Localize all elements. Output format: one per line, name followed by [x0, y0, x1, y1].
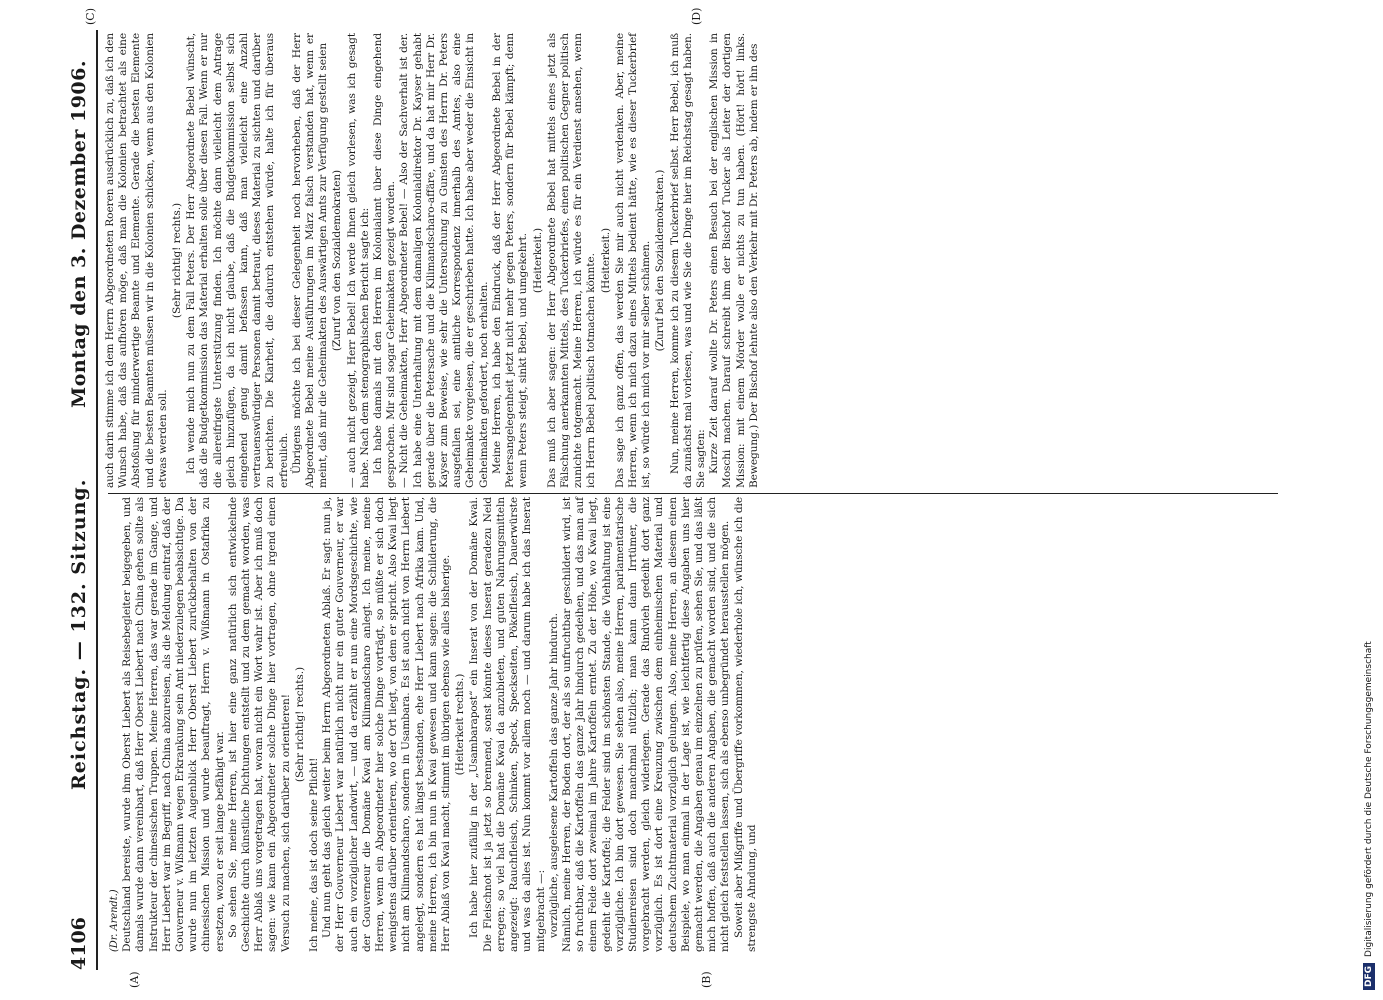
- paragraph: Übrigens möchte ich bei dieser Gelegenheit noch hervorheben, daß der Herr Abgeordnete Bebel meine Ausführungen im März falsch verstanden hat, wenn er meint, daß mir die Geheimakten des Auswärtigen Amts zur Verfügung gestellt seien: [290, 33, 330, 488]
- column-divider: [108, 493, 1278, 494]
- quote: vorzügliche, ausgelesene Kartoffeln das ganze Jahr hindurch.: [547, 613, 560, 938]
- digitization-credit: [1363, 10, 1375, 990]
- interjection: (Heiterkeit.): [531, 227, 544, 294]
- paragraph: Ich wende mich nun zu dem Fall Peters. Der Herr Abgeordnete Bebel wünscht, daß die Budgetkommission das Material erhalten solle über diesen Fall. Wenn er nur die allereifrigste Unterstützung finden. Ich möchte dann vielleicht dem Antrage gleich hinzufügen, da ich nicht glaube, daß die Budgetkommission selbst sich eingehend genug damit befassen kann, daß man vielleicht eine Anzahl vertrauenswürdiger Personen damit betraut, dieses Material zu sichten und darüber zu berichten. Die Klarheit, die dadurch entstehen würde, halte ich für überaus erfreulich.: [185, 33, 290, 488]
- right-column: [104, 33, 761, 488]
- interjection: (Heiterkeit.): [599, 227, 612, 294]
- left-column: [108, 497, 759, 952]
- speaker-label: (Dr. Arendt.): [109, 889, 120, 952]
- header-title: Reichstag. — 132. Sitzung.: [68, 478, 90, 790]
- paragraph: Ich habe hier zufällig in der „Usambarapost“ ein Inserat von der Domäne Kwai. Die Fleischnot ist ja jetzt so brennend, sonst könnte dieses Inserat geradezu Neid erregen; so viel hat die Domäne Kwai da anzubieten, und guten Nahrungsmitteln angezeigt: Rauchfleisch, Schinken, Speck, Speckseiten, Pökelfleisch, Dauerwürste und was da alles ist. Nun kommt vor allem noch — und darum habe ich das Inserat mitgebracht —:: [468, 497, 547, 952]
- credit-text: Digitalisierung gefördert durch die Deutsche Forschungsgemeinschaft: [1364, 641, 1374, 957]
- interjection: (Zuruf von den Sozialdemokraten): [331, 169, 344, 352]
- paragraph: Das muß ich aber sagen: der Herr Abgeordnete Bebel hat mittels eines jetzt als Fälschung anerkannten Mittels, des Tuckerbriefes, einen politischen Gegner politisch zunichte totgemacht. Meine Herren, ich würde es für ein Verdienst ansehen, wenn ich Herrn Bebel politisch totmachen könnte.: [545, 33, 598, 488]
- margin-marker-b: (B): [700, 971, 713, 988]
- interjection: (Heiterkeit rechts.): [454, 673, 467, 776]
- interjection: (Sehr richtig! rechts.): [293, 666, 306, 783]
- paragraph: Deutschland bereiste, wurde ihm Oberst Liebert als Reisebegleiter beigegeben, und damals wurde dann vereinbart, daß Herr Oberst Liebert nach China gehen sollte als Instrukteur der chinesischen Truppen. Meine Herren, das war gerade im Gange, und Herr Liebert war im Begriff, nach China abzureisen, als die Meldung eintraf, daß der Gouverneur v. Wißmann wegen Erkrankung sein Amt niederzulegen beabsichtige. Da wurde nun im letzten Augenblick Herr Oberst Liebert zurückbehalten von der chinesischen Mission und wurde beauftragt, Herrn v. Wißmann in Ostafrika zu ersetzen, wozu er seit lange befähigt war.: [121, 497, 226, 952]
- paragraph: — Nicht die Geheimakten, Herr Abgeordneter Bebel! — Also der Sachverhalt ist der. Ich habe eine Unterhaltung mit dem damaligen Kolonialdirektor Dr. Kayser gehabt gerade über die Petersache und die Kilimandscharo-affäre, und da hat mir Herr Dr. Kayser zum Beweise, wie sehr die Untersuchung zu Gunsten des Herrn Dr. Peters ausgefallen sei, eine amtliche Korrespondenz innerhalb des Amtes, also eine Geheimakte vorgelesen, die er geschrieben hatte. Ich habe aber weder die Einsicht in Geheimakten gefordert, noch erhalten.: [398, 33, 490, 488]
- paragraph: Nämlich, meine Herren, der Boden dort, der als so unfruchtbar geschildert wird, ist so fruchtbar, daß die Kartoffeln das ganze Jahr hindurch gedeihen, und das man auf einem Felde dort zweimal im Jahre Kartoffeln erntet. Zu der Höhe, wo Kwai liegt, gedeiht die Kartoffel; die Felder sind im schönsten Stande, die Viehhaltung ist eine vorzügliche. Ich bin dort gewesen. Sie sehen also, meine Herren, parlamentarische Studienreisen sind doch manchmal nützlich; man kann dann Irrtümer, die vorgebracht werden, gleich widerlegen. Gerade das Rindvieh gedeiht dort ganz vorzüglich. Es ist dort eine Kreuzung zwischen dem einheimischen Material und deutschem Zuchtmaterial vorzüglich gelungen. Also, meine Herren, an diesem einen Beispiele, wo man einmal in der Lage ist, wie leichtfertig diese Angaben uns hier gemacht werden, die Angaben genau im einzelnen zu prüfen, sehen Sie, und das läßt mich hoffen, daß auch die anderen Angaben, die gemacht worden sind, und die sich nicht gleich feststellen lassen, sich als ebenso unbegründet herausstellen mögen.: [560, 497, 732, 952]
- interjection: (Sehr richtig! rechts.): [171, 202, 184, 319]
- paragraph: So sehen Sie, meine Herren, ist hier eine ganz natürlich sich entwickelnde Geschichte durch künstliche Dichtungen entstellt und zu dem gemacht worden, was Herr Ablaß uns vorgetragen hat, woran nicht ein Wort wahr ist. Aber ich muß doch sagen: wie kann ein Abgeordneter solche Dinge hier vortragen, ohne irgend einen Versuch zu machen, sich darüber zu orientieren!: [226, 497, 292, 952]
- paragraph: Und nun geht das gleich weiter beim Herrn Abgeordneten Ablaß. Er sagt: nun ja, der Herr Gouverneur Liebert war natürlich nicht nur ein guter Gouverneur, er war auch ein vorzüglicher Landwirt, — und da erzählt er nun eine Mordsgeschichte, wie der Gouverneur die Domäne Kwai am Kilimandscharo anlegt. Ich meine, meine Herren, wenn ein Abgeordneter hier solche Dinge vorträgt, so müßte er sich doch wenigstens darüber orientieren, wo der Ort liegt, von dem er spricht. Also Kwai liegt nicht am Kilimandscharo, sondern in Usambara. Es ist auch nicht von Herrn Liebert angelegt, sondern es hat längst bestanden, ehe Herr Liebert nach Afrika kam. Und, meine Herren, ich bin nun in Kwai gewesen und kann sagen: die Schilderung, die Herr Ablaß von Kwai macht, stimmt im übrigen ebenso wie alles bisherige.: [321, 497, 453, 952]
- quote: Kurze Zeit darauf wollte Dr. Peters einen Besuch bei der englischen Mission in Moschi machen. Darauf schreibt ihm der Bischof Tucker als Leiter der dortigen Mission: mit einem Mörder wolle er nichts zu tun haben. (Hört! hört! links. Bewegung.) Der Bischof lehnte also den Verkehr mit Dr. Peters ab, indem er ihn des: [708, 33, 760, 488]
- paragraph: auch darin stimme ich dem Herrn Abgeordneten Roeren ausdrücklich zu, daß ich den Wunsch habe, daß das aufhören möge, daß man die Kolonien betrachtet als eine Abstoßung für minderwertige Beamte und Elemente. Gerade die besten Elemente und die besten Beamten müssen wir in die Kolonien schicken, wenn aus den Kolonien etwas werden soll.: [104, 33, 169, 488]
- margin-marker-c: (C): [84, 8, 97, 25]
- margin-marker-d: (D): [690, 7, 703, 25]
- page-header: [60, 30, 98, 970]
- page-number: 4106: [68, 917, 90, 970]
- paragraph: Soweit aber Mißgriffe und Übergriffe vorkommen, wiederhole ich, wünsche ich die strengste Ahndung, und: [732, 497, 758, 952]
- paragraph: Das sage ich ganz offen, das werden Sie mir auch nicht verdenken. Aber, meine Herren, wenn ich mich dazu eines Mittels bedient hätte, wie es dieser Tuckerbrief ist, so würde ich mich vor mir selber schämen.: [613, 33, 653, 488]
- quote: Ich habe damals mit den Herren im Kolonialamt über diese Dinge eingehend gesprochen. Mir sind sogar Geheimakten gezeigt worden.: [372, 33, 398, 488]
- interjection: (Zuruf bei den Sozialdemokraten.): [654, 169, 667, 352]
- paragraph: Meine Herren, ich habe den Eindruck, daß der Herr Abgeordnete Bebel in der Petersangelegenheit jetzt nicht mehr gegen Peters, sondern für Bebel kämpft; denn wenn Peters steigt, sinkt Bebel, und umgekehrt.: [490, 33, 530, 488]
- header-date: Montag den 3. Dezember 1906.: [68, 60, 90, 408]
- paragraph: Nun, meine Herren, komme ich zu diesem Tuckerbrief selbst. Herr Bebel, ich muß da zunächst mal vorlesen, was und wie Sie die Dinge hier im Reichstag gesagt haben. Sie sagten:: [668, 33, 707, 488]
- dfg-logo: DFG: [1363, 963, 1375, 990]
- paragraph: Ich meine, das ist doch seine Pflicht!: [308, 757, 321, 952]
- paragraph: — auch nicht gezeigt, Herr Bebel! Ich werde Ihnen gleich vorlesen, was ich gesagt habe. Nach dem stenographischen Bericht sagte ich:: [345, 33, 371, 488]
- margin-marker-a: (A): [128, 971, 141, 988]
